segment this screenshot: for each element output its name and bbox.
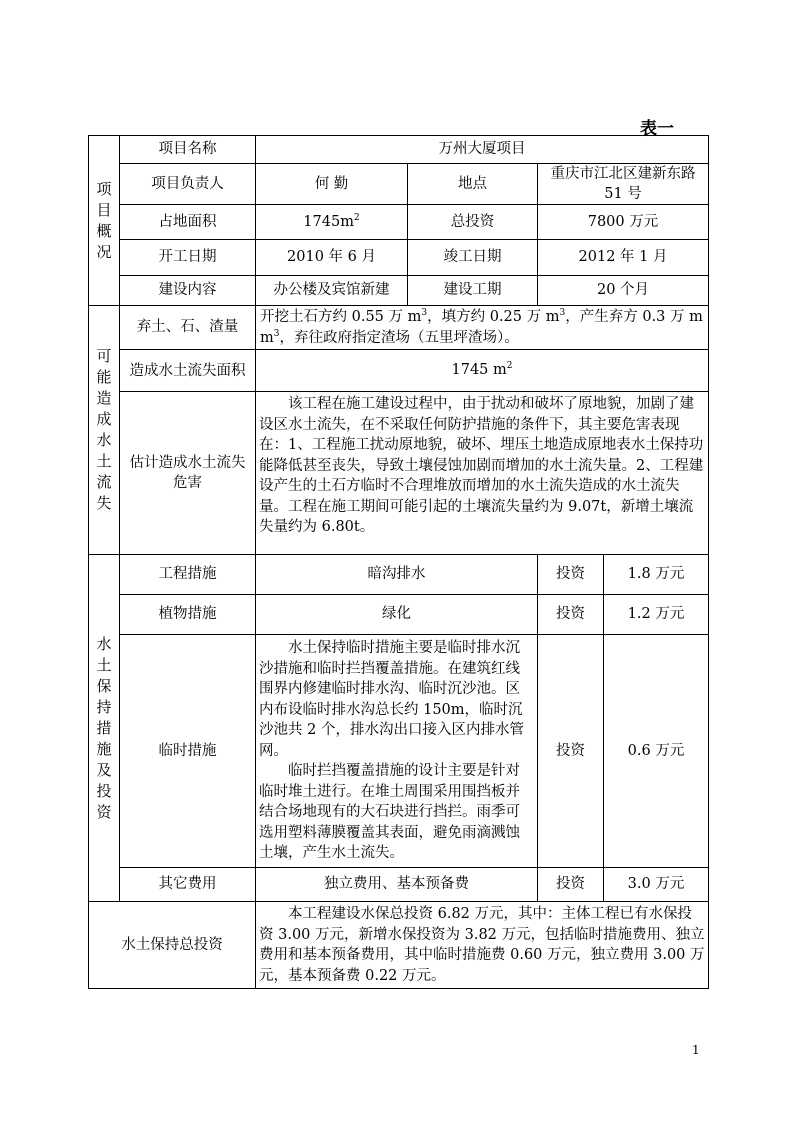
row-area (89, 205, 709, 240)
row-temporary-measure (89, 635, 709, 868)
area-value: $1745m^2$ (256, 205, 408, 240)
row-project-name (89, 136, 709, 164)
table-title: 表一 (640, 119, 674, 139)
start-date-value: 2010 年 6 月 (256, 240, 408, 276)
other-cost-label: 其它费用 (120, 868, 256, 902)
location-value: 重庆市江北区建新东路 51 号 (538, 164, 709, 205)
project-name-label: 项目名称 (120, 136, 256, 164)
other-investment-label: 投资 (538, 868, 604, 902)
project-name-value: 万州大厦项目 (256, 136, 709, 164)
period-label: 建设工期 (408, 276, 538, 306)
temporary-measure-label: 临时措施 (120, 635, 256, 868)
row-total-investment (89, 902, 709, 989)
end-date-value: 2012 年 1 月 (538, 240, 709, 276)
temporary-investment-label: 投资 (538, 635, 604, 868)
water-soil-conservation-table (88, 135, 709, 989)
page-number: 1 (692, 1043, 700, 1057)
row-spoil (89, 306, 709, 350)
engineering-investment-label: 投资 (538, 555, 604, 595)
leader-label: 项目负责人 (120, 164, 256, 205)
end-date-label: 竣工日期 (408, 240, 538, 276)
other-investment-value: 3.0 万元 (604, 868, 709, 902)
start-date-label: 开工日期 (120, 240, 256, 276)
location-label: 地点 (408, 164, 538, 205)
leader-value: 何 勤 (256, 164, 408, 205)
temporary-investment-value: 0.6 万元 (604, 635, 709, 868)
row-erosion-harm (89, 392, 709, 555)
temporary-measure-text: 水土保持临时措施主要是临时排水沉沙措施和临时拦挡覆盖措施。在建筑红线围界内修建临时排水沟、临时沉沙池。区内布设临时排水沟总长约 150m，临时沉沙池共 2 个，排水沟出口接入区内排水管网。 临时拦挡覆盖措施的设计主要是针对临时堆土进行。在堆土周围采用围挡板并结合场地现有的大石块进行挡拦。雨季可选用塑料薄膜覆盖其表面，避免雨滴溅蚀土壤，产生水土流失。 (256, 635, 538, 868)
erosion-area-value: 1745 $m^2$ (256, 350, 709, 392)
row-content (89, 276, 709, 306)
engineering-investment-value: 1.8 万元 (604, 555, 709, 595)
content-label: 建设内容 (120, 276, 256, 306)
section-label-erosion: 可能造成水土流失 (89, 306, 120, 555)
total-investment-value: 7800 万元 (538, 205, 709, 240)
total-investment-summary-label: 水土保持总投资 (89, 902, 256, 989)
spoil-label: 弃土、石、渣量 (120, 306, 256, 350)
erosion-harm-text: 该工程在施工建设过程中，由于扰动和破坏了原地貌，加剧了建设区水土流失，在不采取任何防护措施的条件下，其主要危害表现在：1、工程施工扰动原地貌，破坏、埋压土地造成原地表水土保持功能降低甚至丧失，导致土壤侵蚀加剧而增加的水土流失量。2、工程建设产生的土石方临时不合理堆放而增加的水土流失造成的水土流失量。工程在施工期间可能引起的土壤流失量约为 9.07t，新增土壤流失量约为 6.80t。 (256, 392, 709, 555)
other-cost-value: 独立费用、基本预备费 (256, 868, 538, 902)
spoil-value: 开挖土石方约 0.55 万 $m^3$，填方约 0.25 万 $m^3$，产生弃方 0.3 万 m $m^3$，弃往政府指定渣场（五里坪渣场）。 (256, 306, 709, 350)
area-label: 占地面积 (120, 205, 256, 240)
row-plant-measure (89, 595, 709, 635)
plant-measure-label: 植物措施 (120, 595, 256, 635)
plant-investment-value: 1.2 万元 (604, 595, 709, 635)
row-dates (89, 240, 709, 276)
total-investment-summary-text: 本工程建设水保总投资 6.82 万元，其中：主体工程已有水保投资 3.00 万元，新增水保投资为 3.82 万元，包括临时措施费用、独立费用和基本预备费用，其中临时措施费 0.60 万元，独立费用 3.00 万元，基本预备费 0.22 万元。 (256, 902, 709, 989)
erosion-harm-label: 估计造成水土流失危害 (120, 392, 256, 555)
section-label-overview: 项目概况 (89, 136, 120, 306)
engineering-measure-label: 工程措施 (120, 555, 256, 595)
plant-measure-value: 绿化 (256, 595, 538, 635)
period-value: 20 个月 (538, 276, 709, 306)
plant-investment-label: 投资 (538, 595, 604, 635)
total-investment-label: 总投资 (408, 205, 538, 240)
row-leader (89, 164, 709, 205)
row-engineering-measure (89, 555, 709, 595)
erosion-area-label: 造成水土流失面积 (120, 350, 256, 392)
content-value: 办公楼及宾馆新建 (256, 276, 408, 306)
row-erosion-area (89, 350, 709, 392)
row-other-cost (89, 868, 709, 902)
engineering-measure-value: 暗沟排水 (256, 555, 538, 595)
section-label-measures: 水土保持措施及投资 (89, 555, 120, 902)
